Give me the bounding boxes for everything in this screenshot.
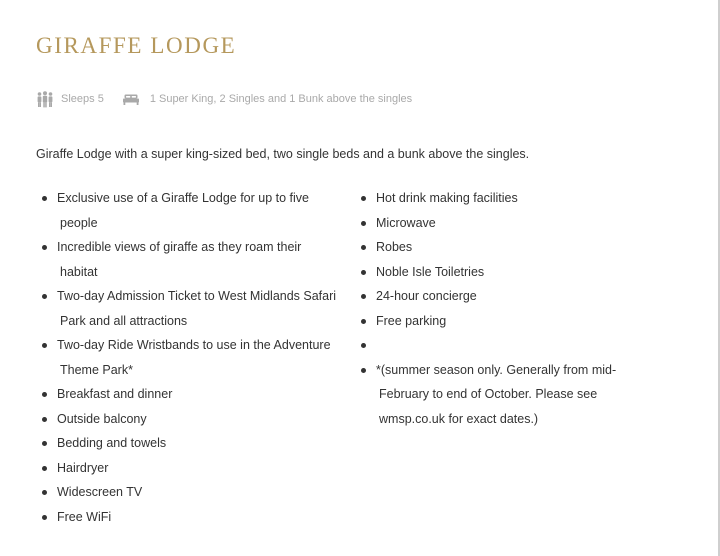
list-item-text: Widescreen TV: [57, 485, 143, 499]
bullet: [42, 392, 47, 397]
bullet: [361, 319, 366, 324]
list-item: [36, 235, 348, 284]
list-item-text: Exclusive use of a Giraffe Lodge for up to five: [57, 191, 309, 205]
bullet: [42, 417, 47, 422]
list-item-text: Free WiFi: [57, 509, 112, 524]
bed-icon: [122, 90, 140, 108]
bullet: [42, 245, 47, 250]
list-item: [36, 333, 348, 382]
bullet: [361, 343, 366, 348]
list-item: [36, 431, 348, 456]
features-list-left: [36, 186, 348, 529]
list-item: [36, 480, 348, 505]
list-item-text: Breakfast and dinner: [57, 387, 173, 401]
page-title: GIRAFFE LODGE: [36, 33, 237, 58]
bullet: [361, 368, 366, 373]
bullet: [42, 466, 47, 471]
bullet: [42, 343, 47, 348]
list-item-text: Bedding and towels: [57, 436, 167, 450]
list-item: [355, 211, 645, 236]
list-item-text: Two-day Ride Wristbands to use in the Adventure: [57, 338, 331, 352]
list-item-text: *(summer season only. Generally from mid-: [376, 362, 617, 377]
list-item-text: Microwave: [376, 215, 436, 230]
list-item: [36, 186, 348, 235]
list-item: [36, 382, 348, 407]
list-item-empty: [355, 333, 645, 358]
list-item-text-continued: Theme Park*: [60, 362, 133, 377]
bullet: [361, 196, 366, 201]
list-item: [355, 186, 645, 211]
list-item: [36, 407, 348, 432]
list-item-text: Robes: [376, 240, 413, 254]
list-item: [355, 309, 645, 334]
list-item-text: 24-hour concierge: [376, 289, 477, 303]
bullet: [42, 196, 47, 201]
list-item-text: Outside balcony: [57, 411, 147, 426]
list-item-footnote: [355, 358, 645, 432]
list-item-text: Noble Isle Toiletries: [376, 264, 485, 279]
list-item: [355, 260, 645, 285]
intro-paragraph: Giraffe Lodge with a super king-sized bed, two single beds and a bunk above the singles.: [36, 147, 530, 161]
lodge-meta: [36, 89, 412, 109]
bullet: [361, 221, 366, 226]
list-item: [36, 456, 348, 481]
list-item: [355, 235, 645, 260]
list-item: [36, 284, 348, 333]
bullet: [42, 515, 47, 520]
list-item-text-continued: February to end of October. Please see: [379, 387, 598, 401]
list-item-text: Hot drink making facilities: [376, 191, 518, 205]
people-icon: [36, 90, 54, 108]
list-item-text-continued: people: [60, 215, 98, 230]
bullet: [361, 294, 366, 299]
list-item-text: Two-day Admission Ticket to West Midlands Safari: [57, 289, 337, 303]
list-item: [36, 505, 348, 530]
list-item-text: Incredible views of giraffe as they roam their: [57, 240, 302, 254]
list-item-text-continued: habitat: [60, 264, 98, 279]
features-list-right: [355, 186, 645, 431]
bullet: [42, 441, 47, 446]
list-item-text-continued: Park and all attractions: [60, 313, 188, 328]
list-item-text-continued: wmsp.co.uk for exact dates.): [379, 411, 539, 426]
bullet: [42, 294, 47, 299]
list-item: [355, 284, 645, 309]
beds-label: 1 Super King, 2 Singles and 1 Bunk above the singles: [149, 93, 413, 105]
sleeps-label: Sleeps 5: [61, 93, 104, 105]
bullet: [361, 245, 366, 250]
list-item-text: Free parking: [376, 313, 447, 328]
list-item-text: Hairdryer: [57, 460, 109, 475]
bullet: [42, 490, 47, 495]
bullet: [361, 270, 366, 275]
